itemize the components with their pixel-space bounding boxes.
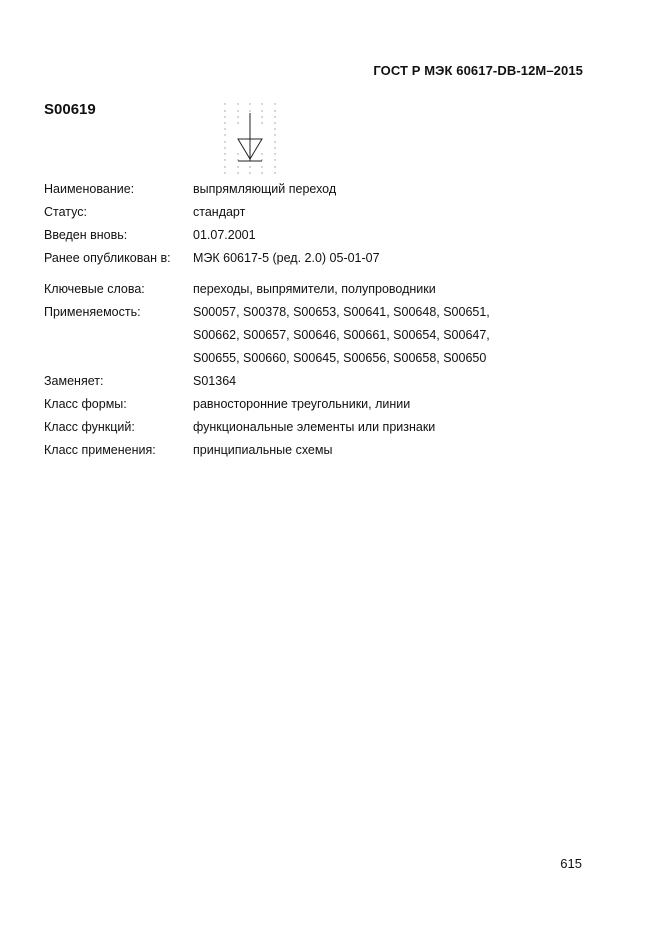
property-label: Заменяет: (44, 374, 104, 388)
property-value (193, 224, 533, 247)
property-value (193, 393, 533, 416)
document-header: ГОСТ Р МЭК 60617-DB-12M–2015 (373, 63, 583, 78)
property-value-line: S01364 (193, 374, 237, 388)
property-label: Применяемость: (44, 305, 141, 319)
property-value-line: 01.07.2001 (193, 228, 256, 242)
property-row-application-class (44, 439, 533, 462)
symbol-code: S00619 (44, 101, 96, 118)
property-row-function-class (44, 416, 533, 439)
property-value-line: S00057, S00378, S00653, S00641, S00648, S00651, (193, 305, 490, 319)
property-value (193, 278, 533, 301)
property-label: Ранее опубликован в: (44, 251, 171, 265)
property-value-line: S00655, S00660, S00645, S00656, S00658, S00650 (193, 351, 487, 365)
property-value-line: переходы, выпрямители, полупроводники (193, 282, 436, 296)
property-value (193, 178, 533, 201)
property-value (193, 370, 533, 393)
property-value-line: стандарт (193, 205, 246, 219)
property-label: Ключевые слова: (44, 282, 145, 296)
property-value (193, 201, 533, 224)
page-number: 615 (560, 856, 582, 871)
property-row-status (44, 201, 533, 224)
property-value (193, 301, 533, 370)
rectifier-junction-symbol-icon (222, 101, 278, 177)
property-label: Класс формы: (44, 397, 127, 411)
property-row-replaces (44, 370, 533, 393)
property-value-line: выпрямляющий переход (193, 182, 337, 196)
property-value (193, 439, 533, 462)
property-label: Введен вновь: (44, 228, 128, 242)
property-row-previously-published (44, 247, 533, 270)
property-label: Класс применения: (44, 443, 156, 457)
property-row-shape-class (44, 393, 533, 416)
property-value-line: принципиальные схемы (193, 443, 333, 457)
property-value-line: МЭК 60617-5 (ред. 2.0) 05-01-07 (193, 251, 380, 265)
property-value-line: S00662, S00657, S00646, S00661, S00654, S00647, (193, 328, 490, 342)
property-label: Наименование: (44, 182, 135, 196)
property-row-keywords (44, 278, 533, 301)
property-value-line: функциональные элементы или признаки (193, 420, 436, 434)
symbol-properties (44, 178, 533, 462)
property-label: Статус: (44, 205, 87, 219)
property-value (193, 247, 533, 270)
property-row-introduced (44, 224, 533, 247)
property-label: Класс функций: (44, 420, 135, 434)
property-row-applicability (44, 301, 533, 370)
property-row-name (44, 178, 533, 201)
property-value (193, 416, 533, 439)
property-value-line: равносторонние треугольники, линии (193, 397, 411, 411)
